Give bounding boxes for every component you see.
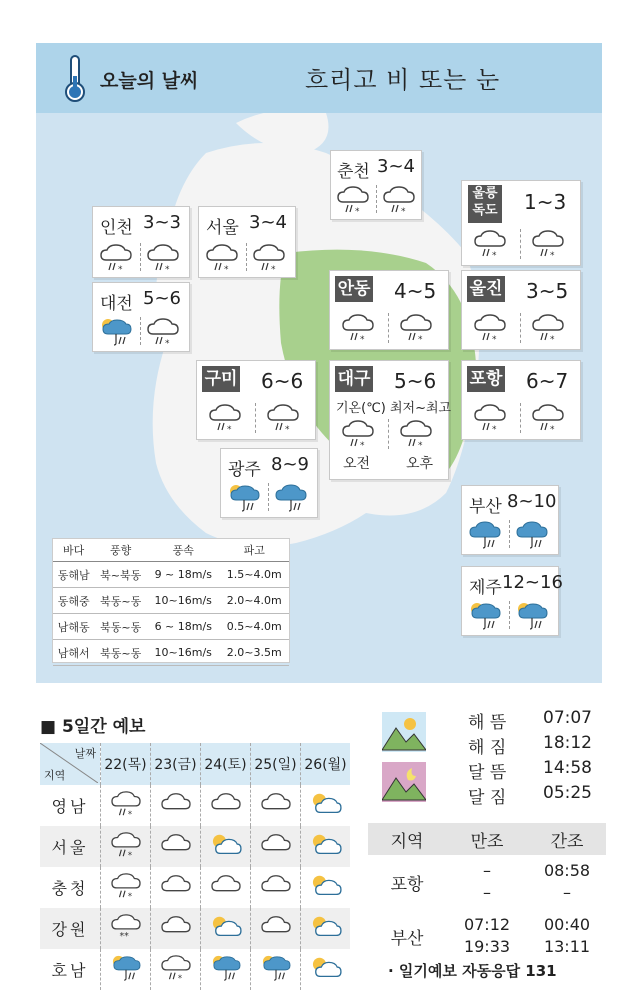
cloud-icon	[259, 790, 293, 818]
sea-header: 파고	[219, 539, 289, 562]
cloud-rain-snow-icon	[109, 831, 143, 859]
table-row	[53, 614, 289, 640]
cloud-icon	[259, 831, 293, 859]
forecast-region: 호남	[51, 961, 89, 980]
sun-cloud-icon	[309, 872, 343, 900]
cloud-rain-snow-icon	[145, 317, 181, 347]
tide-region: 포항	[390, 874, 424, 895]
city-name-tag: 대구	[335, 366, 373, 392]
city-temp: 8~9	[271, 454, 309, 475]
cloud-rain-snow-icon	[398, 313, 434, 343]
forecast-region: 영남	[51, 797, 89, 816]
cloud-icon	[209, 790, 243, 818]
cloud-rain-snow-icon	[335, 185, 371, 215]
moon-mountain-icon	[382, 762, 426, 802]
city-name-tag: 포항	[467, 366, 505, 392]
cloud-snow-icon	[109, 913, 143, 941]
table-row	[40, 867, 350, 908]
forecast-table	[40, 743, 350, 990]
sun-cloud-icon	[309, 954, 343, 982]
sea-cell: 북동~동	[94, 640, 147, 666]
sea-cell: 2.0~4.0m	[219, 588, 289, 614]
cloud-rain-sun-icon	[226, 483, 262, 513]
table-row	[40, 785, 350, 826]
tide-value: 00:40	[543, 915, 591, 934]
cloud-rain-sun-icon	[109, 954, 143, 982]
thermometer-icon	[62, 54, 88, 104]
sunrise-mountain-icon	[382, 712, 426, 752]
city-name-tag: 울진	[467, 276, 505, 302]
cloud-icon	[159, 913, 193, 941]
cloud-rain-snow-icon	[109, 790, 143, 818]
tide-value: 13:11	[543, 937, 591, 956]
sea-cell: 남해동	[53, 614, 94, 640]
city-name-tag: 안동	[335, 276, 373, 302]
footer-hotline: · 일기예보 자동응답 131	[388, 962, 557, 980]
tide-table	[368, 823, 606, 963]
cloud-rain-snow-icon	[472, 313, 508, 343]
cloud-rain-snow-icon	[340, 313, 376, 343]
sea-cell: 북동~동	[94, 588, 147, 614]
moonset-label: 달 짐	[468, 788, 507, 808]
am-label: 오전	[343, 456, 371, 472]
sunset-label: 해 짐	[468, 738, 507, 758]
city-card-chuncheon	[330, 150, 422, 220]
moonset-time: 05:25	[543, 783, 592, 803]
corner-region-label: 지역	[44, 769, 66, 782]
city-temp: 3~4	[377, 156, 415, 177]
table-row	[53, 588, 289, 614]
cloud-icon	[159, 790, 193, 818]
forecast-day: 23(금)	[151, 743, 201, 785]
tide-region: 부산	[390, 928, 424, 949]
cloud-rain-icon	[159, 954, 193, 982]
sea-header: 풍향	[94, 539, 147, 562]
cloud-rain-snow-icon	[251, 243, 287, 273]
tide-value: –	[563, 883, 571, 902]
tide-value: –	[483, 883, 491, 902]
cloud-rain-snow-icon	[98, 243, 134, 273]
table-row	[53, 562, 289, 588]
city-name: 대전	[100, 294, 133, 314]
sea-cell: 10~16m/s	[147, 640, 219, 666]
cloud-rain-icon	[467, 520, 503, 550]
tide-header: 지역	[368, 823, 446, 855]
tide-value: 08:58	[543, 861, 591, 880]
city-temp: 3~5	[526, 279, 569, 303]
cloud-rain-snow-icon	[265, 403, 301, 433]
city-temp: 6~7	[526, 369, 569, 393]
sea-cell: 북동~동	[94, 614, 147, 640]
cloud-rain-snow-icon	[381, 185, 417, 215]
moonrise-time: 14:58	[543, 758, 592, 778]
city-temp: 8~10	[507, 491, 557, 512]
cloud-rain-sun-icon	[98, 317, 134, 347]
sun-cloud-icon	[209, 913, 243, 941]
forecast-corner	[40, 743, 101, 785]
cloud-rain-sun-icon	[514, 601, 550, 631]
tide-header: 만조	[446, 823, 528, 855]
sunrise-label: 해 뜸	[468, 713, 507, 733]
forecast-region: 강원	[40, 908, 101, 949]
cloud-rain-snow-icon	[340, 419, 376, 449]
table-row	[40, 826, 350, 867]
tide-value: 19:33	[463, 937, 511, 956]
city-name: 제주	[469, 578, 502, 598]
forecast-day: 26(월)	[301, 743, 351, 785]
forecast-title: ■ 5일간 예보	[40, 717, 146, 737]
pm-label: 오후	[406, 456, 434, 472]
tide-value: –	[483, 861, 491, 880]
cloud-rain-sun-icon	[259, 954, 293, 982]
city-name-tag: 울릉 독도	[468, 185, 502, 223]
tide-header: 간조	[528, 823, 606, 855]
city-name: 인천	[100, 218, 133, 238]
cloud-rain-snow-icon	[530, 229, 566, 259]
cloud-rain-snow-icon	[472, 229, 508, 259]
city-card-daegu	[329, 360, 452, 480]
city-card-seoul	[198, 206, 296, 278]
title-today-weather: 오늘의 날씨	[100, 70, 199, 92]
temp-legend-label: 기온(℃) 최저~최고	[336, 401, 452, 416]
city-temp: 6~6	[261, 369, 304, 393]
city-card-uljin	[461, 270, 581, 350]
sea-conditions-table	[52, 538, 290, 663]
city-temp: 12~16	[502, 572, 563, 593]
cloud-rain-icon	[514, 520, 550, 550]
cloud-rain-snow-icon	[472, 403, 508, 433]
cloud-rain-snow-icon	[398, 419, 434, 449]
cloud-icon	[159, 872, 193, 900]
city-card-gumi	[196, 360, 316, 440]
cloud-rain-snow-icon	[109, 872, 143, 900]
city-card-gwangju	[220, 448, 318, 518]
title-weather-summary: 흐리고 비 또는 눈	[305, 66, 501, 94]
cloud-rain-snow-icon	[204, 243, 240, 273]
city-card-jeju	[461, 566, 563, 636]
city-temp: 3~3	[143, 212, 181, 233]
cloud-rain-snow-icon	[530, 403, 566, 433]
sea-cell: 동해중	[53, 588, 94, 614]
forecast-day: 22(목)	[101, 743, 151, 785]
city-name: 광주	[228, 460, 261, 480]
cloud-icon	[159, 831, 193, 859]
sea-cell: 1.5~4.0m	[219, 562, 289, 588]
city-temp: 1~3	[524, 190, 567, 214]
forecast-day: 24(토)	[201, 743, 251, 785]
sea-cell: 9 ~ 18m/s	[147, 562, 219, 588]
cloud-rain-snow-icon	[530, 313, 566, 343]
corner-date-label: 날짜	[74, 747, 96, 760]
table-row	[40, 949, 350, 990]
city-temp: 3~4	[249, 212, 287, 233]
city-card-busan	[461, 485, 559, 555]
cloud-icon	[209, 872, 243, 900]
city-name: 부산	[469, 497, 502, 517]
cloud-rain-snow-icon	[145, 243, 181, 273]
moonrise-label: 달 뜸	[468, 763, 507, 783]
cloud-rain-sun-icon	[467, 601, 503, 631]
sea-cell: 10~16m/s	[147, 588, 219, 614]
sea-cell: 6 ~ 18m/s	[147, 614, 219, 640]
forecast-day: 25(일)	[251, 743, 301, 785]
table-row	[368, 909, 606, 963]
sun-cloud-icon	[209, 831, 243, 859]
sea-cell: 0.5~4.0m	[219, 614, 289, 640]
cloud-icon	[259, 913, 293, 941]
cloud-rain-sun-icon	[209, 954, 243, 982]
sea-cell: 2.0~3.5m	[219, 640, 289, 666]
sea-cell: 동해남	[53, 562, 94, 588]
city-temp: 5~6	[394, 369, 437, 393]
cloud-rain-icon	[273, 483, 309, 513]
sunrise-time: 07:07	[543, 708, 592, 728]
sea-header: 바다	[53, 539, 94, 562]
forecast-region: 충청	[51, 879, 89, 898]
table-row	[368, 855, 606, 909]
city-card-daejeon	[92, 282, 190, 352]
sunset-time: 18:12	[543, 733, 592, 753]
city-name-tag: 구미	[202, 366, 240, 392]
sun-cloud-icon	[309, 913, 343, 941]
city-card-andong	[329, 270, 449, 350]
tide-value: 07:12	[463, 915, 511, 934]
table-row	[40, 908, 350, 949]
city-name: 춘천	[337, 162, 370, 182]
city-card-incheon	[92, 206, 190, 278]
sun-cloud-icon	[309, 790, 343, 818]
table-row	[53, 640, 289, 666]
cloud-icon	[259, 872, 293, 900]
sun-cloud-icon	[309, 831, 343, 859]
sea-header: 풍속	[147, 539, 219, 562]
sea-cell: 북~북동	[94, 562, 147, 588]
forecast-region: 서울	[40, 826, 101, 867]
city-card-pohang	[461, 360, 581, 440]
city-temp: 4~5	[394, 279, 437, 303]
sea-cell: 남해서	[53, 640, 94, 666]
city-temp: 5~6	[143, 288, 181, 309]
cloud-rain-snow-icon	[207, 403, 243, 433]
city-card-ulleung	[461, 180, 581, 266]
city-name: 서울	[206, 218, 239, 238]
